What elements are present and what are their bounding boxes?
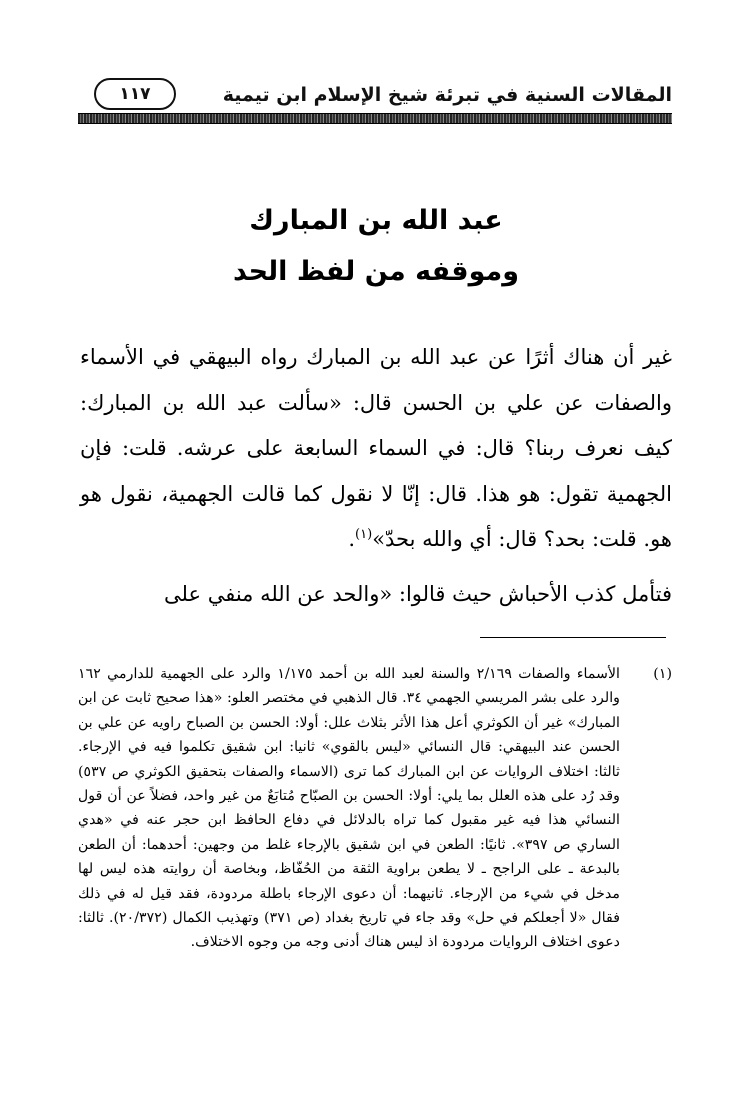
footnote-text: الأسماء والصفات ٢/١٦٩ والسنة لعبد الله بن أحمد ١/١٧٥ والرد على الجهمية للدارمي ١٦٢ والرد على بشر المريسي الجهمي ٣٤. قال الذهبي في مختصر العلو: «هذا صحيح ثابت عن ابن المبارك» غير أن الكوثري أعل هذا الأثر بثلاث علل: أولا: الحسن بن الصباح راويه عن علي بن الحسن عند البيهقي: قال النسائي «ليس بالقوي» ثانيا: ابن شقيق تكلموا فيه في الإرجاء. ثالثا: اختلاف الروايات عن ابن المبارك كما ترى (الاسماء والصفات بتحقيق الكوثري ص ٥٣٧) وقد رُد على هذه العلل بما يلي: أولا: الحسن بن الصبّاح مُتابَعٌ من غير واحد، فضلاً عن أن قول النسائي هذا فيه غير مقبول كما تراه بالدلائل في دفاع الحافظ ابن حجر عنه في «هدي الساري ص ٣٩٧». ثانيًا: الطعن في ابن شقيق بالإرجاء غلط من وجهين: أحدهما: أن الطعن بالبدعة ـ على الراجح ـ لا يطعن براوية الثقة من الحُفّاظ، وبخاصة أن روايته هذه ليس لها مدخل في شيء من الإرجاء. ثانيهما: أن دعوى الإرجاء باطلة مردودة، فقد قيل له في ذلك فقال «لا أجعلكم في حل» وقد جاء في تاريخ بغداد (ص ٣٧١) وتهذيب الكمال (٢٠/٣٧٢). ثالثا: دعوى اختلاف الروايات مردودة اذ ليس هناك أدنى وجه من وجوه الاختلاف. (78, 666, 621, 951)
body-text (80, 335, 672, 617)
chapter-title-line-1: عبد الله بن المبارك (249, 205, 503, 236)
running-header-title: المقالات السنية في تبرئة شيخ الإسلام ابن تيمية (222, 84, 672, 106)
header-divider (78, 113, 672, 124)
footnote-marker: (١) (653, 666, 672, 682)
page-number-badge: ١١٧ (94, 78, 176, 110)
paragraph-1-end: . (348, 527, 356, 551)
body-paragraph-2: فتأمل كذب الأحباش حيث قالوا: «والحد عن الله منفي على (164, 581, 672, 606)
paragraph-1-text: غير أن هناك أثرًا عن عبد الله بن المبارك رواه البيهقي في الأسماء والصفات عن علي بن الحسن قال: «سألت عبد الله بن المبارك: كيف نعرف ربنا؟ قال: في السماء السابعة على عرشه. قلت: فإن الجهمية تقول: هو هذا. قال: إنّا لا نقول كما قالت الجهمية، نقول هو هو. قلت: بحد؟ قال: أي والله بحدّ» (80, 345, 672, 551)
chapter-title-line-2: وموقفه من لفظ الحد (232, 256, 520, 287)
footnote-separator (480, 637, 666, 638)
footnote (78, 662, 672, 955)
footnote-reference: (١) (355, 527, 373, 542)
body-paragraph-1 (80, 335, 672, 563)
